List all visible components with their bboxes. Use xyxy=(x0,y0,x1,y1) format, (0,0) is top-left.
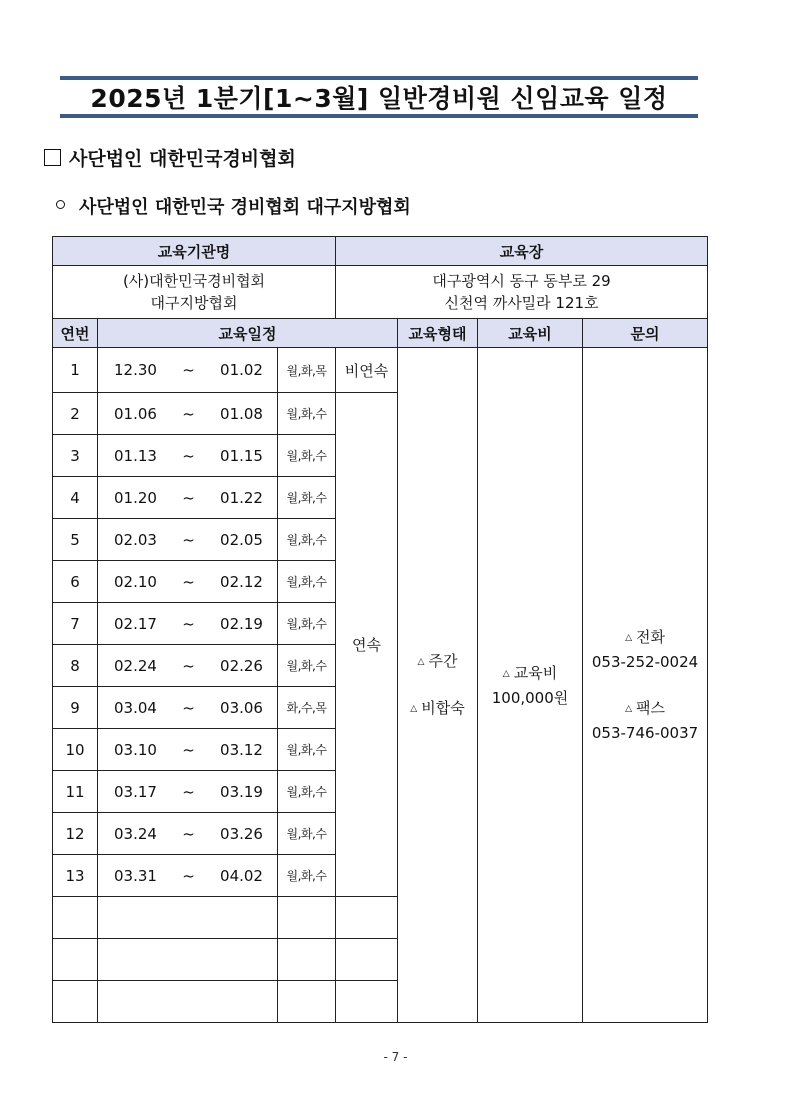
date-range xyxy=(98,603,278,645)
date-range-inner xyxy=(98,699,277,717)
end-date: 01.02 xyxy=(220,361,263,379)
date-range xyxy=(98,435,278,477)
empty-cell xyxy=(53,939,98,981)
page-number: - 7 - xyxy=(383,1050,408,1064)
weekdays: 월,화,수 xyxy=(278,645,336,687)
weekdays: 월,화,목 xyxy=(278,348,336,393)
row-number: 12 xyxy=(53,813,98,855)
form-day: 주간 xyxy=(428,652,458,670)
inquiry-header: 문의 xyxy=(583,319,708,348)
range-separator: ~ xyxy=(182,530,195,549)
end-date: 03.12 xyxy=(220,740,263,759)
date-range-inner xyxy=(98,531,277,549)
fee-header: 교육비 xyxy=(478,319,583,348)
range-separator: ~ xyxy=(182,740,195,759)
fee-label: 교육비 xyxy=(513,663,558,682)
empty-cell xyxy=(336,939,398,981)
range-separator: ~ xyxy=(182,698,195,717)
date-range xyxy=(98,813,278,855)
empty-cell xyxy=(336,897,398,939)
row-number: 3 xyxy=(53,435,98,477)
fee-amount: 100,000원 xyxy=(491,688,569,707)
range-separator: ~ xyxy=(182,782,195,801)
date-range xyxy=(98,393,278,435)
end-date: 02.26 xyxy=(220,656,263,675)
weekdays: 월,화,수 xyxy=(278,477,336,519)
end-date: 02.05 xyxy=(220,530,263,549)
date-range-inner xyxy=(98,657,277,675)
end-date: 02.12 xyxy=(220,572,263,591)
type-consecutive: 연속 xyxy=(336,393,398,897)
end-date: 03.06 xyxy=(220,698,263,717)
page-title: 2025년 1분기[1~3월] 일반경비원 신임교육 일정 xyxy=(90,84,668,113)
fax-label: 팩스 xyxy=(635,699,665,717)
date-range xyxy=(98,645,278,687)
range-separator: ~ xyxy=(182,824,195,843)
org-header-row xyxy=(53,237,708,266)
date-range xyxy=(98,771,278,813)
column-header-row xyxy=(53,319,708,348)
start-date: 02.24 xyxy=(114,656,157,675)
date-range-inner xyxy=(98,447,277,465)
form-nonresident: 비합숙 xyxy=(421,699,465,717)
row-number: 2 xyxy=(53,393,98,435)
weekdays: 월,화,수 xyxy=(278,519,336,561)
start-date: 02.10 xyxy=(114,572,157,591)
weekdays: 월,화,수 xyxy=(278,729,336,771)
row-number: 1 xyxy=(53,348,98,393)
row-number: 8 xyxy=(53,645,98,687)
date-range-inner xyxy=(98,825,277,843)
end-date: 01.15 xyxy=(220,446,263,465)
start-date: 12.30 xyxy=(114,361,157,379)
empty-cell xyxy=(98,939,278,981)
date-range xyxy=(98,561,278,603)
subsection-heading xyxy=(56,193,411,219)
venue-line1: 대구광역시 동구 동부로 29 xyxy=(432,272,611,290)
schedule-header: 교육일정 xyxy=(98,319,398,348)
institution-line2: 대구지방협회 xyxy=(150,294,238,312)
spacer xyxy=(398,674,477,696)
start-date: 03.10 xyxy=(114,740,157,759)
empty-cell xyxy=(53,981,98,1023)
venue-cell xyxy=(336,266,708,319)
venue-line2: 신천역 까사밀라 121호 xyxy=(444,294,599,312)
start-date: 02.03 xyxy=(114,530,157,549)
no-header: 연번 xyxy=(53,319,98,348)
date-range xyxy=(98,477,278,519)
weekdays: 월,화,수 xyxy=(278,561,336,603)
subsection-heading-text: 사단법인 대한민국 경비협회 대구지방협회 xyxy=(79,197,411,218)
date-range xyxy=(98,855,278,897)
start-date: 03.17 xyxy=(114,782,157,801)
title-bar xyxy=(60,76,698,118)
range-separator: ~ xyxy=(182,488,195,507)
fax-number: 053-746-0037 xyxy=(591,724,699,742)
start-date: 01.20 xyxy=(114,488,157,507)
start-date: 03.31 xyxy=(114,866,157,885)
inquiry-cell xyxy=(583,348,708,1023)
institution-header: 교육기관명 xyxy=(53,237,336,266)
date-range-inner xyxy=(98,405,277,423)
section-heading-text: 사단법인 대한민국경비협회 xyxy=(69,148,296,170)
start-date: 01.13 xyxy=(114,446,157,465)
end-date: 03.26 xyxy=(220,824,263,843)
form-header: 교육형태 xyxy=(398,319,478,348)
row-number: 7 xyxy=(53,603,98,645)
date-range-inner xyxy=(98,573,277,591)
empty-cell xyxy=(98,981,278,1023)
type-nonconsecutive: 비연속 xyxy=(336,348,398,393)
row-number: 13 xyxy=(53,855,98,897)
row-number: 6 xyxy=(53,561,98,603)
empty-cell xyxy=(278,981,336,1023)
fee-cell xyxy=(478,348,583,1023)
form-nonresident-line xyxy=(398,696,477,721)
date-range xyxy=(98,519,278,561)
range-separator: ~ xyxy=(182,361,195,379)
date-range-inner xyxy=(98,867,277,885)
schedule-rows xyxy=(53,348,708,1023)
date-range-inner xyxy=(98,783,277,801)
date-range-inner xyxy=(98,361,277,379)
weekdays: 월,화,수 xyxy=(278,393,336,435)
weekdays: 월,화,수 xyxy=(278,435,336,477)
triangle-bullet-icon: △ xyxy=(502,668,510,679)
end-date: 01.22 xyxy=(220,488,263,507)
range-separator: ~ xyxy=(182,866,195,885)
range-separator: ~ xyxy=(182,446,195,465)
end-date: 01.08 xyxy=(220,404,263,423)
empty-cell xyxy=(278,939,336,981)
institution-line1: (사)대한민국경비협회 xyxy=(122,272,266,290)
date-range xyxy=(98,348,278,393)
table-row xyxy=(53,348,708,393)
weekdays: 월,화,수 xyxy=(278,813,336,855)
empty-cell xyxy=(98,897,278,939)
end-date: 04.02 xyxy=(220,866,263,885)
end-date: 03.19 xyxy=(220,782,263,801)
weekdays: 월,화,수 xyxy=(278,855,336,897)
start-date: 03.24 xyxy=(114,824,157,843)
weekdays: 월,화,수 xyxy=(278,603,336,645)
venue-header: 교육장 xyxy=(336,237,708,266)
date-range xyxy=(98,729,278,771)
end-date: 02.19 xyxy=(220,614,263,633)
triangle-bullet-icon: △ xyxy=(410,704,418,714)
form-day-line xyxy=(398,649,477,674)
phone-label-line xyxy=(583,625,707,650)
phone-number: 053-252-0024 xyxy=(591,653,699,671)
date-range xyxy=(98,687,278,729)
row-number: 4 xyxy=(53,477,98,519)
weekdays: 화,수,목 xyxy=(278,687,336,729)
range-separator: ~ xyxy=(182,656,195,675)
date-range-inner xyxy=(98,615,277,633)
section-heading xyxy=(44,144,296,171)
range-separator: ~ xyxy=(182,614,195,633)
row-number: 5 xyxy=(53,519,98,561)
start-date: 03.04 xyxy=(114,698,157,717)
fax-label-line xyxy=(583,696,707,721)
empty-cell xyxy=(336,981,398,1023)
triangle-bullet-icon: △ xyxy=(625,633,632,643)
triangle-bullet-icon: △ xyxy=(625,704,632,714)
start-date: 02.17 xyxy=(114,614,157,633)
range-separator: ~ xyxy=(182,404,195,423)
date-range-inner xyxy=(98,741,277,759)
schedule-table xyxy=(52,236,708,1023)
empty-cell xyxy=(53,897,98,939)
phone-label: 전화 xyxy=(635,628,665,646)
institution-cell xyxy=(53,266,336,319)
circle-bullet-icon xyxy=(56,200,65,209)
weekdays: 월,화,수 xyxy=(278,771,336,813)
spacer xyxy=(583,674,707,696)
empty-cell xyxy=(278,897,336,939)
row-number: 9 xyxy=(53,687,98,729)
start-date: 01.06 xyxy=(114,404,157,423)
form-cell xyxy=(398,348,478,1023)
fee-label-line xyxy=(478,661,582,686)
checkbox-square-icon xyxy=(44,149,61,166)
triangle-bullet-icon: △ xyxy=(417,657,425,667)
row-number: 10 xyxy=(53,729,98,771)
date-range-inner xyxy=(98,489,277,507)
range-separator: ~ xyxy=(182,572,195,591)
row-number: 11 xyxy=(53,771,98,813)
org-row xyxy=(53,266,708,319)
